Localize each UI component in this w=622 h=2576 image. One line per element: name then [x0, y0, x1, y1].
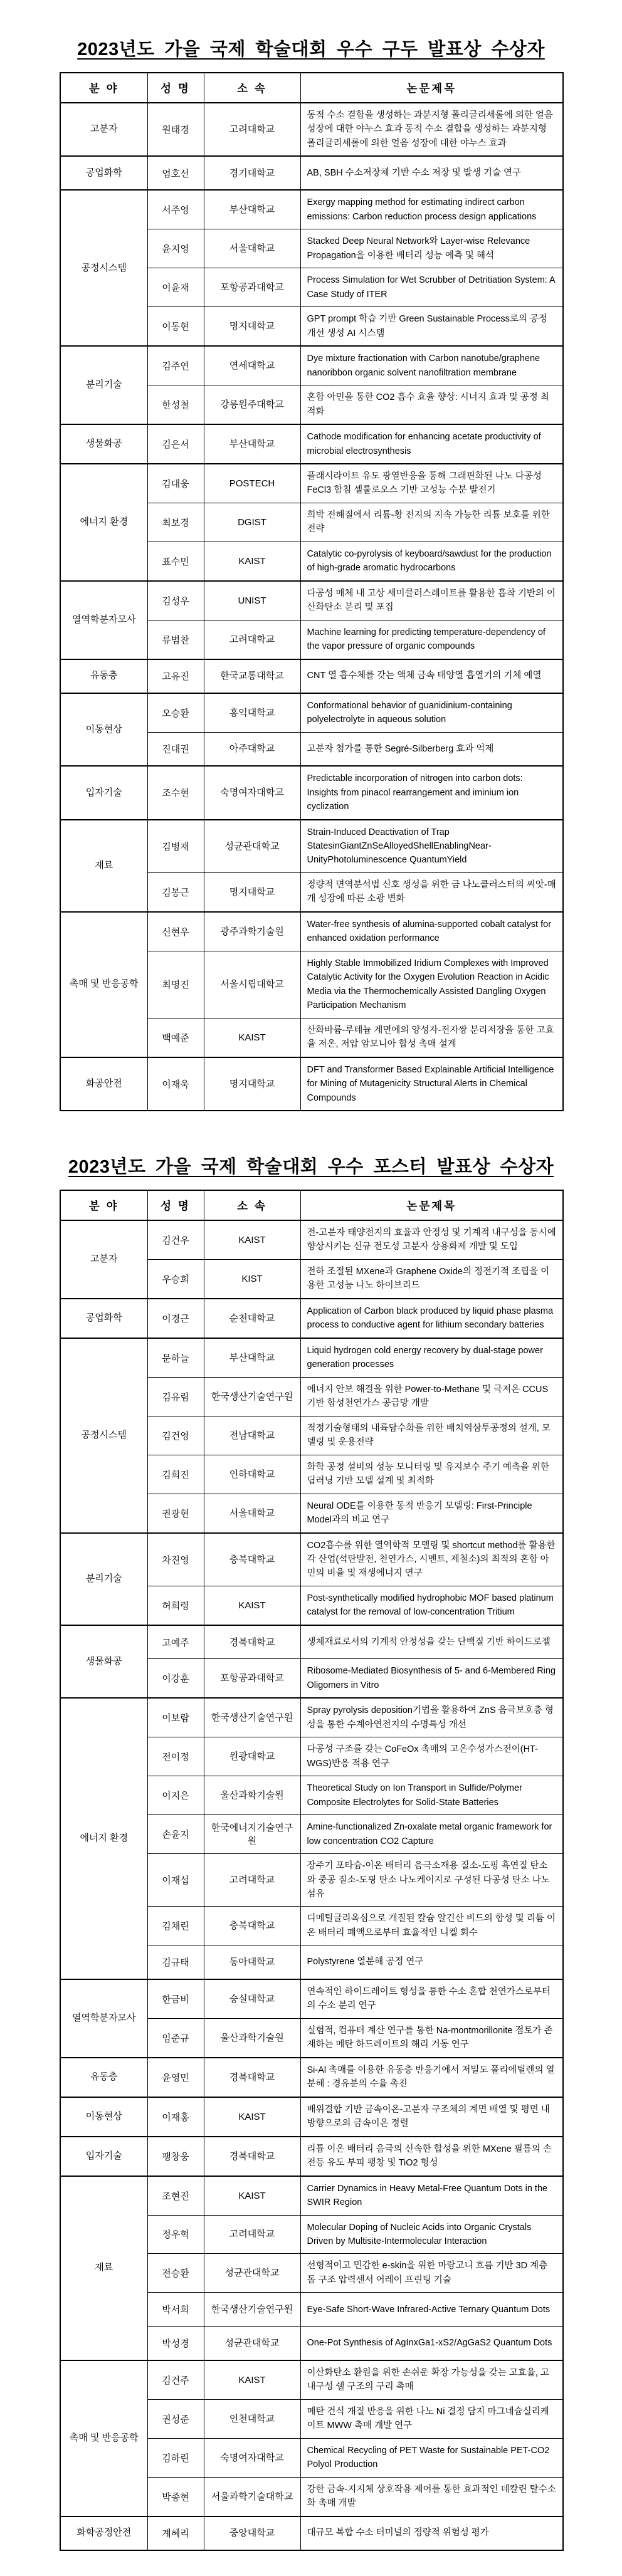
- column-header-name: 성 명: [147, 73, 204, 103]
- column-header-field: 분 야: [60, 1190, 147, 1220]
- field-cell: 입자기술: [60, 2137, 147, 2176]
- name-cell: 윤영민: [147, 2058, 204, 2097]
- affiliation-cell: 포항공과대학교: [204, 1659, 300, 1698]
- affiliation-cell: 서울대학교: [204, 1494, 300, 1532]
- column-header-name: 성 명: [147, 1190, 204, 1220]
- table-row: [60, 1625, 563, 1659]
- table-row: [60, 2097, 563, 2137]
- affiliation-cell: 한국생산기술연구원: [204, 1377, 300, 1416]
- affiliation-cell: 숭실대학교: [204, 1979, 300, 2018]
- paper-title-cell: Liquid hydrogen cold energy recovery by dual-stage power generation processes: [300, 1338, 563, 1377]
- table-row: [60, 1299, 563, 1338]
- paper-title-cell: 전-고분자 태양전지의 효율과 안정성 및 기계적 내구성을 동시에 향상시키는 신규 전도성 고분자 상용화제 개발 및 도입: [300, 1220, 563, 1259]
- name-cell: 진대권: [147, 732, 204, 766]
- affiliation-cell: 광주과학기술원: [204, 912, 300, 951]
- table-row: [60, 1338, 563, 1377]
- affiliation-cell: KAIST: [204, 2176, 300, 2215]
- affiliation-cell: 원광대학교: [204, 1737, 300, 1776]
- name-cell: 권광현: [147, 1494, 204, 1532]
- name-cell: 계혜리: [147, 2516, 204, 2550]
- paper-title-cell: 화학 공정 설비의 성능 모니터링 및 유지보수 주기 예측을 위한 딥러닝 기반 모델 설계 및 최적화: [300, 1455, 563, 1494]
- field-cell: 에너지 환경: [60, 1698, 147, 1979]
- table-row: [60, 1057, 563, 1111]
- affiliation-cell: 인하대학교: [204, 1455, 300, 1494]
- field-cell: 입자기술: [60, 766, 147, 819]
- paper-title-cell: Cathode modification for enhancing acetate productivity of microbial electrosynthesis: [300, 424, 563, 464]
- field-cell: 이동현상: [60, 693, 147, 766]
- affiliation-cell: 동아대학교: [204, 1945, 300, 1979]
- name-cell: 팽창웅: [147, 2137, 204, 2176]
- paper-title-cell: Process Simulation for Wet Scrubber of Detritiation System: A Case Study of ITER: [300, 268, 563, 307]
- affiliation-cell: POSTECH: [204, 464, 300, 503]
- paper-title-cell: 적정기술형태의 내륙담수화를 위한 배치역삼투공정의 설계, 모델링 및 운용전략: [300, 1416, 563, 1455]
- affiliation-cell: 포항공과대학교: [204, 268, 300, 307]
- field-cell: 재료: [60, 2176, 147, 2360]
- paper-title-cell: CNT 열 흡수체를 갖는 액체 금속 태양열 흡열기의 기체 예열: [300, 659, 563, 693]
- name-cell: 김하린: [147, 2438, 204, 2477]
- paper-title-cell: Exergy mapping method for estimating indirect carbon emissions: Carbon reduction process design applications: [300, 190, 563, 229]
- affiliation-cell: KIST: [204, 1259, 300, 1298]
- affiliation-cell: 한국생산기술연구원: [204, 1698, 300, 1737]
- paper-title-cell: AB, SBH 수소저장체 기반 수소 저장 및 발생 기술 연구: [300, 156, 563, 190]
- paper-title-cell: Machine learning for predicting temperature-dependency of the vapor pressure of organic compounds: [300, 620, 563, 659]
- name-cell: 오승환: [147, 693, 204, 732]
- affiliation-cell: 고려대학교: [204, 2215, 300, 2254]
- affiliation-cell: KAIST: [204, 1586, 300, 1625]
- paper-title-cell: 전하 조절된 MXene과 Graphene Oxide의 정전기적 조립을 이용한 고성능 나노 하이브리드: [300, 1259, 563, 1298]
- name-cell: 이재홍: [147, 2097, 204, 2137]
- name-cell: 한금비: [147, 1979, 204, 2018]
- award-title-2: 2023년도 가을 국제 학술대회 우수 포스터 발표상 수상자: [68, 1157, 554, 1177]
- paper-title-cell: 디메틸글리옥심으로 개질된 칼슘 알긴산 비드의 합성 및 리튬 이온 배터리 폐액으로부터 효율적인 니켈 회수: [300, 1907, 563, 1945]
- name-cell: 신현우: [147, 912, 204, 951]
- affiliation-cell: 한국에너지기술연구원: [204, 1815, 300, 1854]
- table-row: [60, 103, 563, 156]
- paper-title-cell: 희박 전해질에서 리튬-황 전지의 지속 가능한 리튬 보호를 위한 전략: [300, 503, 563, 542]
- table-row: [60, 912, 563, 951]
- paper-title-cell: 플래시라이트 유도 광열반응을 통해 그래핀화된 나노 다공성 FeCl3 함침 셀룰로오스 기반 고성능 수분 발전기: [300, 464, 563, 503]
- affiliation-cell: KAIST: [204, 2360, 300, 2399]
- affiliation-cell: 연세대학교: [204, 346, 300, 385]
- affiliation-cell: 서울과학기술대학교: [204, 2477, 300, 2516]
- paper-title-cell: Highly Stable Immobilized Iridium Complexes with Improved Catalytic Activity for the Oxygen Evolution Reaction in Acidic Media via the Thermochemically Assisted Dangling Oxygen Participation Mechanism: [300, 951, 563, 1018]
- paper-title-cell: 연속적인 하이드레이트 형성을 통한 수소 혼합 천연가스로부터의 수소 분리 연구: [300, 1979, 563, 2018]
- name-cell: 백예준: [147, 1018, 204, 1057]
- paper-title-cell: 실험적, 컴퓨터 계산 연구를 통한 Na-montmorillonite 점토가 존재하는 메탄 하드레이트의 해리 거동 연구: [300, 2018, 563, 2057]
- award-table-2: [60, 1190, 564, 2551]
- affiliation-cell: 한국생산기술연구원: [204, 2293, 300, 2327]
- table-row: [60, 693, 563, 732]
- paper-title-cell: 고분자 첨가를 통한 Segré-Silberberg 효과 억제: [300, 732, 563, 766]
- affiliation-cell: KAIST: [204, 1018, 300, 1057]
- field-cell: 촉매 및 반응공학: [60, 2360, 147, 2516]
- affiliation-cell: 고려대학교: [204, 103, 300, 156]
- table-row: [60, 1533, 563, 1586]
- field-cell: 고분자: [60, 103, 147, 156]
- name-cell: 최보경: [147, 503, 204, 542]
- paper-title-cell: Predictable incorporation of nitrogen into carbon dots: Insights from pinacol rearrangement and iminium ion cyclization: [300, 766, 563, 819]
- table-row: [60, 2058, 563, 2097]
- paper-title-cell: Molecular Doping of Nucleic Acids into Organic Crystals Driven by Multisite-Intermolecular Interaction: [300, 2215, 563, 2254]
- paper-title-cell: Dye mixture fractionation with Carbon nanotube/graphene nanoribbon organic solvent nanofiltration membrane: [300, 346, 563, 385]
- name-cell: 김건우: [147, 1220, 204, 1259]
- table-row: [60, 659, 563, 693]
- name-cell: 김봉근: [147, 872, 204, 911]
- paper-title-cell: Eye-Safe Short-Wave Infrared-Active Ternary Quantum Dots: [300, 2293, 563, 2327]
- name-cell: 윤지영: [147, 229, 204, 268]
- affiliation-cell: 성균관대학교: [204, 2327, 300, 2360]
- affiliation-cell: 강릉원주대학교: [204, 385, 300, 424]
- name-cell: 박서희: [147, 2293, 204, 2327]
- header-row: [60, 73, 563, 103]
- table-row: [60, 2516, 563, 2550]
- name-cell: 허희령: [147, 1586, 204, 1625]
- name-cell: 정우혁: [147, 2215, 204, 2254]
- paper-title-cell: Amine-functionalized Zn-oxalate metal organic framework for low concentration CO2 Capture: [300, 1815, 563, 1854]
- name-cell: 우승희: [147, 1259, 204, 1298]
- paper-title-cell: Stacked Deep Neural Network와 Layer-wise Relevance Propagation을 이용한 배터리 성능 예측 및 해석: [300, 229, 563, 268]
- name-cell: 이경근: [147, 1299, 204, 1338]
- name-cell: 고예주: [147, 1625, 204, 1659]
- name-cell: 류범찬: [147, 620, 204, 659]
- column-header-paper: 논문제목: [300, 73, 563, 103]
- paper-title-cell: 대규모 복합 수소 터미널의 정량적 위험성 평가: [300, 2516, 563, 2550]
- name-cell: 최명진: [147, 951, 204, 1018]
- field-cell: 촉매 및 반응공학: [60, 912, 147, 1057]
- field-cell: 생물화공: [60, 1625, 147, 1698]
- affiliation-cell: 부산대학교: [204, 424, 300, 464]
- field-cell: 열역학분자모사: [60, 1979, 147, 2058]
- affiliation-cell: UNIST: [204, 581, 300, 620]
- paper-title-cell: Neural ODE를 이용한 동적 반응기 모델링: First-Principle Model과의 비교 연구: [300, 1494, 563, 1532]
- name-cell: 전이정: [147, 1737, 204, 1776]
- paper-title-cell: 에너지 안보 해결을 위한 Power-to-Methane 및 극저온 CCUS 기반 합성천연가스 공급망 개발: [300, 1377, 563, 1416]
- field-cell: 열역학분자모사: [60, 581, 147, 659]
- paper-title-cell: Post-synthetically modified hydrophobic MOF based platinum catalyst for the removal of low-concentration Tritium: [300, 1586, 563, 1625]
- award-title-1: 2023년도 가을 국제 학술대회 우수 구두 발표상 수상자: [77, 39, 545, 60]
- paper-title-cell: Carrier Dynamics in Heavy Metal-Free Quantum Dots in the SWIR Region: [300, 2176, 563, 2215]
- column-header-paper: 논문제목: [300, 1190, 563, 1220]
- table-row: [60, 424, 563, 464]
- paper-title-cell: 동적 수소 결합을 생성하는 과분지형 폴리글리세롤에 의한 얼음 성장에 대한 야누스 효과 동적 수소 결합을 생성하는 과분지형 폴리글리세롤에 의한 얼음 성장에 대한 야누스 효과: [300, 103, 563, 156]
- field-cell: 고분자: [60, 1220, 147, 1299]
- field-cell: 유동층: [60, 659, 147, 693]
- affiliation-cell: 숙명여자대학교: [204, 766, 300, 819]
- table-row: [60, 1220, 563, 1259]
- affiliation-cell: 울산과학기술원: [204, 2018, 300, 2057]
- name-cell: 문하늘: [147, 1338, 204, 1377]
- paper-title-cell: 장주기 포타슘-이온 배터리 음극소재용 질소-도핑 흑연질 탄소와 중공 질소-도핑 탄소 나노케이지로 구성된 다공성 탄소 나노섬유: [300, 1854, 563, 1907]
- affiliation-cell: 서울대학교: [204, 229, 300, 268]
- table-row: [60, 1979, 563, 2018]
- field-cell: 화학공정안전: [60, 2516, 147, 2550]
- affiliation-cell: 충북대학교: [204, 1533, 300, 1586]
- paper-title-cell: DFT and Transformer Based Explainable Artificial Intelligence for Mining of Mutagenicity Structural Alerts in Chemical Compounds: [300, 1057, 563, 1111]
- name-cell: 김성우: [147, 581, 204, 620]
- paper-title-cell: 혼합 아민을 통한 CO2 흡수 효율 향상: 시너지 효과 및 공정 최적화: [300, 385, 563, 424]
- name-cell: 김희진: [147, 1455, 204, 1494]
- table-row: [60, 464, 563, 503]
- paper-title-cell: 배위결합 기반 금속이온-고분자 구조체의 계면 배열 및 평면 내 방향으로의 금속이온 정렬: [300, 2097, 563, 2137]
- column-header-affiliation: 소 속: [204, 1190, 300, 1220]
- paper-title-cell: 다공성 매체 내 고상 세미클러스레이트를 활용한 흡착 기반의 이산화탄소 분리 및 포집: [300, 581, 563, 620]
- paper-title-cell: CO2흡수를 위한 열역학적 모델링 및 shortcut method를 활용한 각 산업(석탄발전, 천연가스, 시멘트, 제철소)의 최적의 혼합 아민의 비율 및 재생에너지 연구: [300, 1533, 563, 1586]
- paper-title-cell: Chemical Recycling of PET Waste for Sustainable PET-CO2 Polyol Production: [300, 2438, 563, 2477]
- paper-title-cell: Spray pyrolysis deposition기법을 활용하여 ZnS 음극보호층 형성을 통한 수계아연전지의 수명특성 개선: [300, 1698, 563, 1737]
- affiliation-cell: 부산대학교: [204, 190, 300, 229]
- field-cell: 유동층: [60, 2058, 147, 2097]
- affiliation-cell: 명지대학교: [204, 1057, 300, 1111]
- name-cell: 김규태: [147, 1945, 204, 1979]
- paper-title-cell: 산화바륨-루테늄 계면에의 양성자-전자쌍 분리저장을 통한 고효율 저온, 저압 암모니아 합성 촉매 설계: [300, 1018, 563, 1057]
- name-cell: 한성철: [147, 385, 204, 424]
- affiliation-cell: 경북대학교: [204, 2058, 300, 2097]
- table-row: [60, 346, 563, 385]
- name-cell: 박성경: [147, 2327, 204, 2360]
- name-cell: 김병재: [147, 820, 204, 873]
- name-cell: 김대웅: [147, 464, 204, 503]
- field-cell: 분리기술: [60, 1533, 147, 1625]
- name-cell: 조수현: [147, 766, 204, 819]
- name-cell: 전승환: [147, 2254, 204, 2293]
- name-cell: 이지은: [147, 1776, 204, 1815]
- affiliation-cell: 숙명여자대학교: [204, 2438, 300, 2477]
- affiliation-cell: DGIST: [204, 503, 300, 542]
- name-cell: 조현진: [147, 2176, 204, 2215]
- award-section-2: [60, 1153, 562, 2551]
- table-row: [60, 2137, 563, 2176]
- affiliation-cell: 부산대학교: [204, 1338, 300, 1377]
- affiliation-cell: 울산과학기술원: [204, 1776, 300, 1815]
- award-table-1: [60, 72, 564, 1111]
- name-cell: 이보람: [147, 1698, 204, 1737]
- paper-title-cell: 생체재료로서의 기계적 안정성을 갖는 단백질 기반 하이드로젤: [300, 1625, 563, 1659]
- paper-title-cell: One-Pot Synthesis of AgInxGa1-xS2/AgGaS2 Quantum Dots: [300, 2327, 563, 2360]
- table-row: [60, 581, 563, 620]
- name-cell: 표수민: [147, 542, 204, 580]
- table-row: [60, 1698, 563, 1737]
- affiliation-cell: 성균관대학교: [204, 820, 300, 873]
- name-cell: 차진영: [147, 1533, 204, 1586]
- name-cell: 이재섭: [147, 1854, 204, 1907]
- affiliation-cell: 서울시립대학교: [204, 951, 300, 1018]
- paper-title-cell: Theoretical Study on Ion Transport in Sulfide/Polymer Composite Electrolytes for Solid-State Batteries: [300, 1776, 563, 1815]
- paper-title-cell: 선형적이고 민감한 e-skin을 위한 마랑고니 흐름 기반 3D 계층돔 구조 압력센서 어레이 프린팅 기술: [300, 2254, 563, 2293]
- field-cell: 분리기술: [60, 346, 147, 424]
- field-cell: 공정시스템: [60, 190, 147, 346]
- paper-title-cell: 메탄 건식 개질 반응을 위한 나노 Ni 결정 담지 마그네슘실리케이트 MWW 촉매 개발 연구: [300, 2399, 563, 2438]
- field-cell: 에너지 환경: [60, 464, 147, 581]
- name-cell: 권성준: [147, 2399, 204, 2438]
- table-row: [60, 156, 563, 190]
- paper-title-cell: Application of Carbon black produced by liquid phase plasma process to conductive agent for lithium secondary batteries: [300, 1299, 563, 1338]
- paper-title-cell: Conformational behavior of guanidinium-containing polyelectrolyte in aqueous solution: [300, 693, 563, 732]
- field-cell: 생물화공: [60, 424, 147, 464]
- column-header-field: 분 야: [60, 73, 147, 103]
- award-section-1: [60, 35, 562, 1111]
- paper-title-cell: Water-free synthesis of alumina-supported cobalt catalyst for enhanced oxidation performance: [300, 912, 563, 951]
- table-row: [60, 190, 563, 229]
- name-cell: 이강훈: [147, 1659, 204, 1698]
- table-row: [60, 820, 563, 873]
- name-cell: 임준규: [147, 2018, 204, 2057]
- name-cell: 원태경: [147, 103, 204, 156]
- paper-title-cell: Catalytic co-pyrolysis of keyboard/sawdust for the production of high-grade aromatic hydrocarbons: [300, 542, 563, 580]
- column-header-affiliation: 소 속: [204, 73, 300, 103]
- affiliation-cell: 경기대학교: [204, 156, 300, 190]
- field-cell: 공정시스템: [60, 1338, 147, 1533]
- affiliation-cell: 성균관대학교: [204, 2254, 300, 2293]
- affiliation-cell: 한국교통대학교: [204, 659, 300, 693]
- name-cell: 고유진: [147, 659, 204, 693]
- affiliation-cell: 중앙대학교: [204, 2516, 300, 2550]
- affiliation-cell: 경북대학교: [204, 1625, 300, 1659]
- affiliation-cell: 인천대학교: [204, 2399, 300, 2438]
- name-cell: 손윤지: [147, 1815, 204, 1854]
- paper-title-cell: Ribosome-Mediated Biosynthesis of 5- and 6-Membered Ring Oligomers in Vitro: [300, 1659, 563, 1698]
- affiliation-cell: 명지대학교: [204, 307, 300, 346]
- affiliation-cell: 전남대학교: [204, 1416, 300, 1455]
- name-cell: 박종현: [147, 2477, 204, 2516]
- affiliation-cell: 고려대학교: [204, 1854, 300, 1907]
- name-cell: 이윤재: [147, 268, 204, 307]
- paper-title-cell: GPT prompt 학습 기반 Green Sustainable Process로의 공정 개선 생성 AI 시스템: [300, 307, 563, 346]
- affiliation-cell: 충북대학교: [204, 1907, 300, 1945]
- affiliation-cell: KAIST: [204, 2097, 300, 2137]
- paper-title-cell: Polystyrene 열분해 공정 연구: [300, 1945, 563, 1979]
- name-cell: 김채린: [147, 1907, 204, 1945]
- paper-title-cell: Strain-Induced Deactivation of Trap StatesinGiantZnSeAlloyedShellEnablingNear-UnityPhotoluminescence QuantumYield: [300, 820, 563, 873]
- field-cell: 화공안전: [60, 1057, 147, 1111]
- table-row: [60, 2176, 563, 2215]
- name-cell: 엄호선: [147, 156, 204, 190]
- header-row: [60, 1190, 563, 1220]
- field-cell: 재료: [60, 820, 147, 912]
- name-cell: 이동현: [147, 307, 204, 346]
- paper-title-cell: 강한 금속-지지체 상호작용 제어를 통한 효과적인 데칼린 탈수소화 촉매 개발: [300, 2477, 563, 2516]
- affiliation-cell: KAIST: [204, 1220, 300, 1259]
- name-cell: 김유림: [147, 1377, 204, 1416]
- name-cell: 김건주: [147, 2360, 204, 2399]
- affiliation-cell: KAIST: [204, 542, 300, 580]
- field-cell: 공업화학: [60, 1299, 147, 1338]
- paper-title-cell: 리튬 이온 배터리 음극의 신속한 합성을 위한 MXene 필름의 손전등 유도 부피 팽창 및 TiO2 형성: [300, 2137, 563, 2176]
- name-cell: 이재욱: [147, 1057, 204, 1111]
- table-row: [60, 766, 563, 819]
- name-cell: 서주영: [147, 190, 204, 229]
- affiliation-cell: 고려대학교: [204, 620, 300, 659]
- affiliation-cell: 홍익대학교: [204, 693, 300, 732]
- name-cell: 김건영: [147, 1416, 204, 1455]
- affiliation-cell: 명지대학교: [204, 872, 300, 911]
- field-cell: 공업화학: [60, 156, 147, 190]
- paper-title-cell: Si-Al 촉매를 이용한 유동층 반응기에서 저밀도 폴리에틸렌의 열분해 : 경유분의 수율 촉진: [300, 2058, 563, 2097]
- paper-title-cell: 다공성 구조를 갖는 CoFeOx 촉매의 고온수성가스전이(HT-WGS)반응 적용 연구: [300, 1737, 563, 1776]
- name-cell: 김주연: [147, 346, 204, 385]
- paper-title-cell: 정량적 면역분석법 신호 생성을 위한 금 나노클러스터의 씨앗-매개 성장에 따른 소광 변화: [300, 872, 563, 911]
- name-cell: 김은서: [147, 424, 204, 464]
- affiliation-cell: 경북대학교: [204, 2137, 300, 2176]
- affiliation-cell: 순천대학교: [204, 1299, 300, 1338]
- affiliation-cell: 아주대학교: [204, 732, 300, 766]
- table-row: [60, 2360, 563, 2399]
- field-cell: 이동현상: [60, 2097, 147, 2137]
- paper-title-cell: 이산화탄소 환원을 위한 손쉬운 확장 가능성을 갖는 고효율, 고내구성 쉘 구조의 구리 촉매: [300, 2360, 563, 2399]
